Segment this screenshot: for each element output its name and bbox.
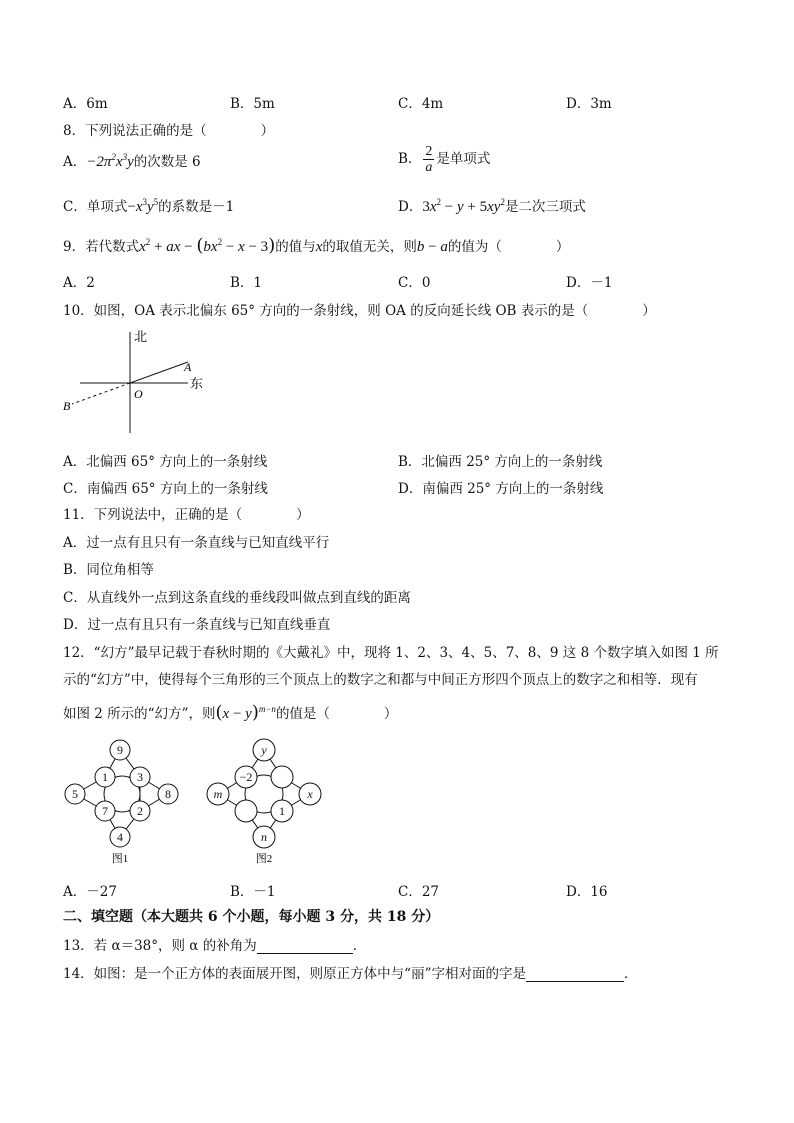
section-title-fill-in: 二、填空题（本大题共 6 个小题，每小题 3 分，共 18 分）	[63, 909, 440, 925]
svg-text:3: 3	[137, 770, 143, 784]
q7-option-c: C．4m	[398, 96, 444, 112]
label-b: B	[63, 399, 71, 413]
q12-option-d: D．16	[566, 884, 608, 900]
svg-text:x: x	[307, 787, 313, 801]
svg-text:2: 2	[137, 804, 143, 818]
q9-option-a: A．2	[63, 275, 95, 291]
svg-text:y: y	[261, 743, 267, 757]
q14-answer-blank[interactable]	[526, 967, 624, 982]
q10-option-b: B．北偏西 25° 方向上的一条射线	[398, 454, 603, 470]
magic-square-figure-2	[204, 735, 334, 865]
q10-option-c: C．南偏西 65° 方向上的一条射线	[63, 481, 268, 497]
q12-line2: 示的“幻方”中，使得每个三角形的三个顶点上的数字之和都与中间正方形四个顶点上的数字之和相等．现有	[63, 672, 698, 688]
fig2-node-tr	[271, 766, 293, 788]
q9-stem: 9．若代数式$x^2$ + ax − $(bx^2 - x - 3)$的值与x的取值无关，则b − a的值为（ ）	[63, 235, 570, 256]
q11-stem: 11．下列说法中，正确的是（ ）	[63, 507, 310, 523]
q12-line1: 12．“幻方”最早记载于春秋时期的《大戴礼》中，现将 1、2、3、4、5、7、8、9 这 8 个数字填入如图 1 所	[63, 645, 719, 661]
q12-option-b: B．－1	[230, 884, 276, 900]
label-east: 东	[190, 376, 204, 391]
svg-text:1: 1	[279, 804, 285, 818]
q11-option-b: B．同位角相等	[63, 562, 154, 578]
ray-oa	[130, 362, 188, 383]
q11-option-a: A．过一点有且只有一条直线与已知直线平行	[63, 535, 330, 551]
q12-option-a: A．－27	[63, 884, 117, 900]
svg-text:4: 4	[117, 830, 123, 844]
fig2-caption: 图2	[255, 853, 273, 865]
q10-option-d: D．南偏西 25° 方向上的一条射线	[398, 481, 604, 497]
q8-option-c: C．单项式$-x^3y^5$的系数是－1	[63, 197, 235, 215]
q7-option-d: D．3m	[566, 96, 612, 112]
label-north: 北	[134, 329, 148, 344]
q10-option-a: A．北偏西 65° 方向上的一条射线	[63, 454, 268, 470]
fig2-node-bl	[235, 800, 257, 822]
q8-option-b: B． $\frac{2}{a}$ 是单项式	[398, 144, 491, 175]
q8-stem: 8．下列说法正确的是（ ）	[63, 123, 275, 139]
ray-ob	[72, 383, 130, 404]
q9-option-b: B．1	[230, 275, 263, 291]
svg-text:m: m	[213, 787, 223, 801]
q10-direction-figure	[60, 325, 220, 440]
q13: 13．若 α＝38°，则 α 的补角为 ．	[63, 938, 367, 954]
label-o: O	[134, 387, 143, 401]
label-a: A	[184, 360, 192, 374]
q10-stem: 10．如图，OA 表示北偏东 65° 方向的一条射线，则 OA 的反向延长线 OB 表示的是（ ）	[63, 303, 656, 319]
q8-option-a: A．$-2\pi^2x^3y$的次数是 6	[63, 152, 201, 170]
q7-option-b: B．5m	[230, 96, 275, 112]
q13-answer-blank[interactable]	[257, 939, 353, 954]
svg-text:9: 9	[117, 743, 123, 757]
svg-text:1: 1	[102, 770, 108, 784]
q14: 14．如图：是一个正方体的表面展开图，则原正方体中与“丽”字相对面的字是 ．	[63, 966, 638, 982]
magic-square-figure-1	[60, 735, 190, 865]
svg-text:−2: −2	[239, 770, 253, 784]
q7-option-a: A．6m	[63, 96, 108, 112]
svg-text:5: 5	[72, 787, 78, 801]
q8-option-d: D．$3x^2 - y + 5xy^2$是二次三项式	[398, 197, 586, 215]
svg-text:7: 7	[102, 804, 108, 818]
svg-text:8: 8	[165, 787, 171, 801]
q12-option-c: C．27	[398, 884, 440, 900]
q9-option-c: C．0	[398, 275, 431, 291]
fig1-caption: 图1	[111, 853, 129, 865]
svg-text:n: n	[261, 830, 267, 844]
q12-line3: 如图 2 所示的“幻方”，则$(x - y)^{m-n}$的值是（ ）	[63, 702, 398, 723]
q11-option-c: C．从直线外一点到这条直线的垂线段叫做点到直线的距离	[63, 590, 411, 606]
q9-option-d: D．－1	[566, 275, 613, 291]
q11-option-d: D．过一点有且只有一条直线与已知直线垂直	[63, 617, 331, 633]
